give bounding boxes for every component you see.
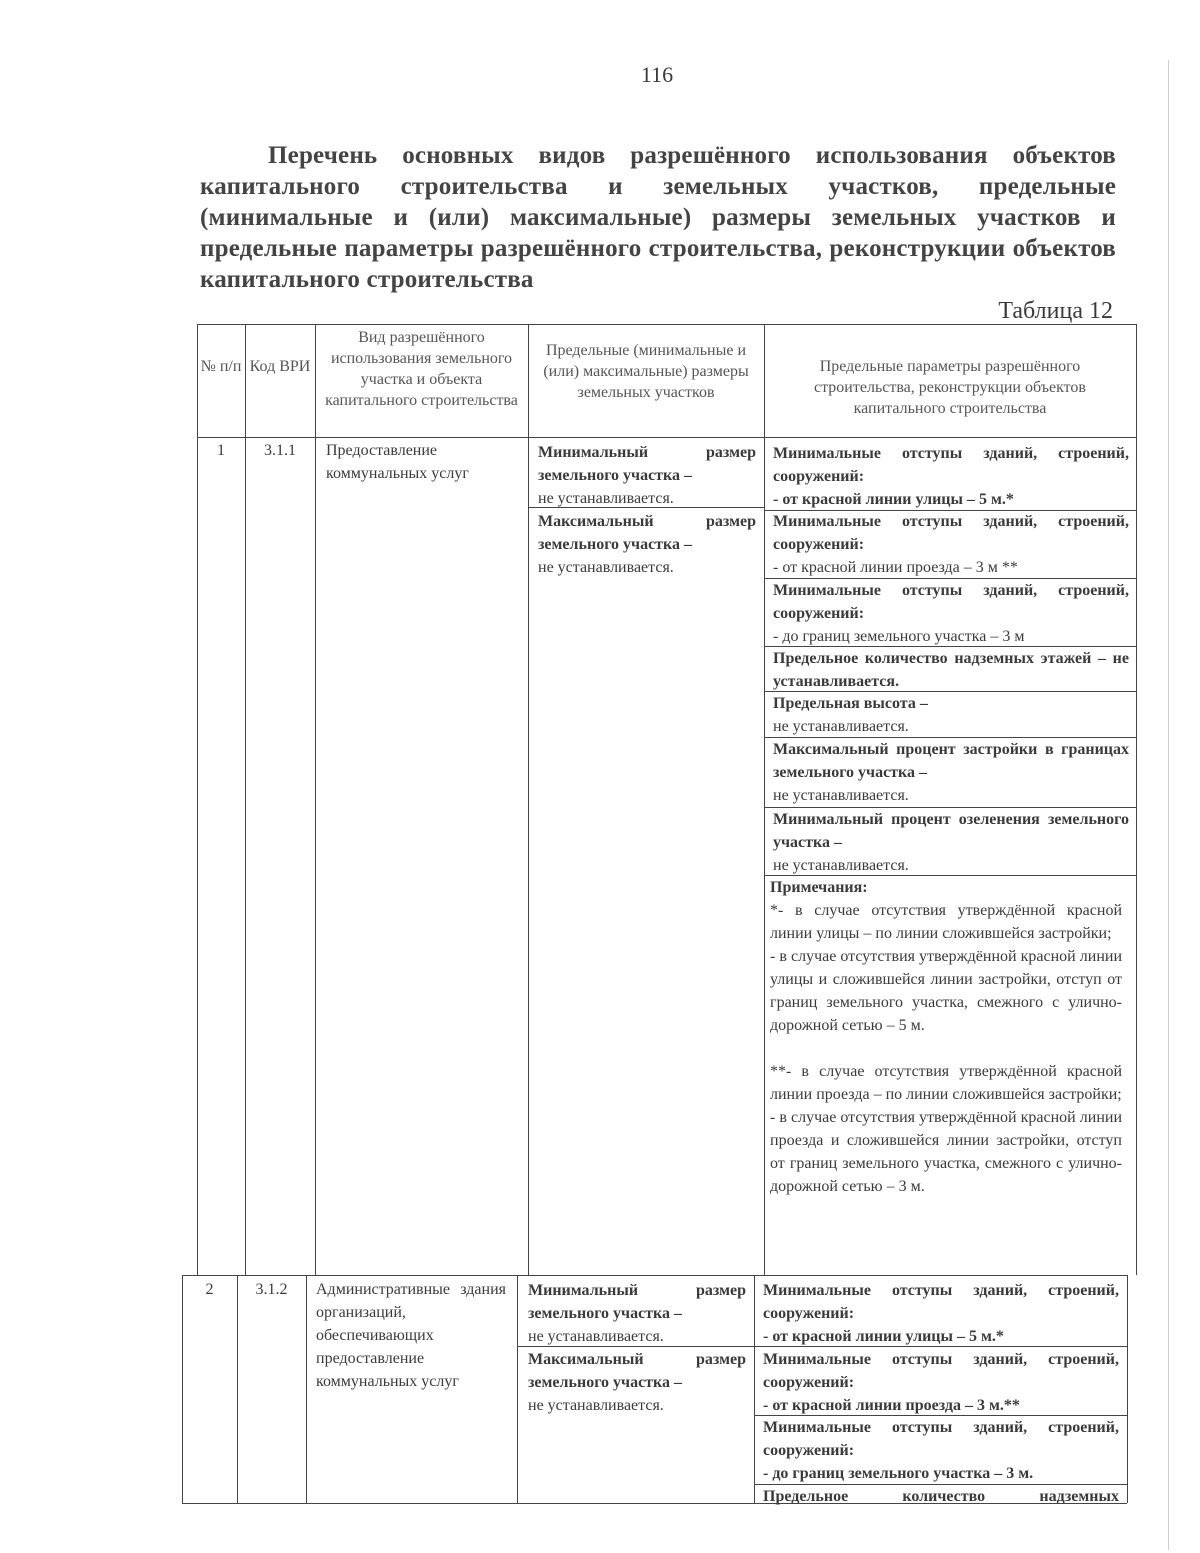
note-paragraph: - в случае отсутствия утверждённой красной линии проезда и сложившейся линии застройки, отступ от границ земельного участка, смежного с улично-дорожной сетью – 3 м. [770,1109,1122,1195]
size-max-value: не устанавливается. [538,559,674,576]
size-min-title: Минимальный размер земельного участка – [528,1282,746,1322]
note-paragraph: **- в случае отсутствия утверждённой красной линии проезда – по линии сложившейся застройки; [770,1063,1122,1103]
param-title: Максимальный процент застройки в границах земельного участка – [773,741,1129,781]
size-max-value: не устанавливается. [528,1397,664,1414]
param-height [773,692,1129,738]
param-value: - от красной линии улицы – 5 м.* [763,1328,1004,1345]
note-paragraph: - в случае отсутствия утверждённой красной линии улицы и сложившейся линии застройки, отступ от границ земельного участка, смежного с улично-дорожной сетью – 5 м. [770,948,1122,1034]
param-title: Минимальные отступы зданий, строений, сооружений: [773,582,1129,622]
param-boundary-setback [763,1416,1119,1485]
row-name: Административные здания организаций, обеспечивающих предоставление коммунальных услуг [316,1281,506,1390]
size-max [538,510,756,579]
notes-heading: Примечания: [770,879,868,896]
param-value: не устанавливается. [773,718,909,735]
page-number: 116 [640,62,674,87]
param-title: Минимальные отступы зданий, строений, сооружений: [773,513,1129,553]
param-value: - от красной линии проезда – 3 м.** [763,1397,1020,1414]
notes [770,876,1122,1198]
param-title: Минимальные отступы зданий, строений, сооружений: [763,1419,1119,1459]
param-value: - до границ земельного участка – 3 м. [763,1465,1034,1482]
document-title: Перечень основных видов разрешённого использования объектов капитального строительства и земельных участков, предельные (минимальные и (или) максимальные) размеры земельных участков и предельные параметры разрешённого строительства, реконструкции объектов капитального строительства [200,142,1116,293]
size-max-title: Максимальный размер земельного участка – [528,1351,746,1391]
param-title: Минимальные отступы зданий, строений, сооружений: [773,445,1129,485]
param-floors: Предельное количество надземных этажей – не устанавливается. [773,650,1129,690]
size-max-title: Максимальный размер земельного участка – [538,513,756,553]
param-street-setback [763,1279,1119,1348]
param-passage-setback [763,1348,1119,1417]
param-build-percent [773,738,1129,807]
row-code: 3.1.2 [255,1281,288,1298]
row-code: 3.1.1 [264,442,296,459]
header-num: № п/п [200,358,242,375]
size-min-title: Минимальный размер земельного участка – [538,444,756,484]
row-num: 1 [217,442,225,459]
size-max [528,1348,746,1417]
table-caption: Таблица 12 [998,298,1113,324]
size-min-value: не устанавливается. [528,1328,664,1345]
header-params: Предельные параметры разрешённого строительства, реконструкции объектов капитального строительства [814,358,1086,417]
row-num: 2 [205,1281,214,1298]
param-boundary-setback [773,579,1129,648]
param-title: Минимальные отступы зданий, строений, сооружений: [763,1282,1119,1322]
param-value: не устанавливается. [773,857,909,874]
param-floors: Предельное количество надземных [763,1488,1119,1505]
row-name: Предоставление коммунальных услуг [326,442,469,482]
param-value: - от красной линии улицы – 5 м.* [773,491,1014,508]
param-title: Предельная высота – [773,695,928,712]
page-edge-shadow [1168,60,1169,1550]
param-street-setback [773,442,1129,511]
header-sizes: Предельные (минимальные и (или) максимальные) размеры земельных участков [543,342,749,401]
param-value: - до границ земельного участка – 3 м [773,628,1025,645]
header-code: Код ВРИ [249,358,311,375]
param-green-percent [773,808,1129,877]
size-min [538,441,756,510]
param-passage-setback [773,510,1129,579]
size-min [528,1279,746,1348]
param-title: Минимальные отступы зданий, строений, сооружений: [763,1351,1119,1391]
note-paragraph: *- в случае отсутствия утверждённой красной линии улицы – по линии сложившейся застройки; [770,902,1122,942]
param-value: - от красной линии проезда – 3 м ** [773,559,1018,576]
param-title: Минимальный процент озеленения земельного участка – [773,811,1129,851]
header-type: Вид разрешённого использования земельного участка и объекта капитального строительства [325,329,518,409]
size-min-value: не устанавливается. [538,490,674,507]
param-value: не устанавливается. [773,787,909,804]
